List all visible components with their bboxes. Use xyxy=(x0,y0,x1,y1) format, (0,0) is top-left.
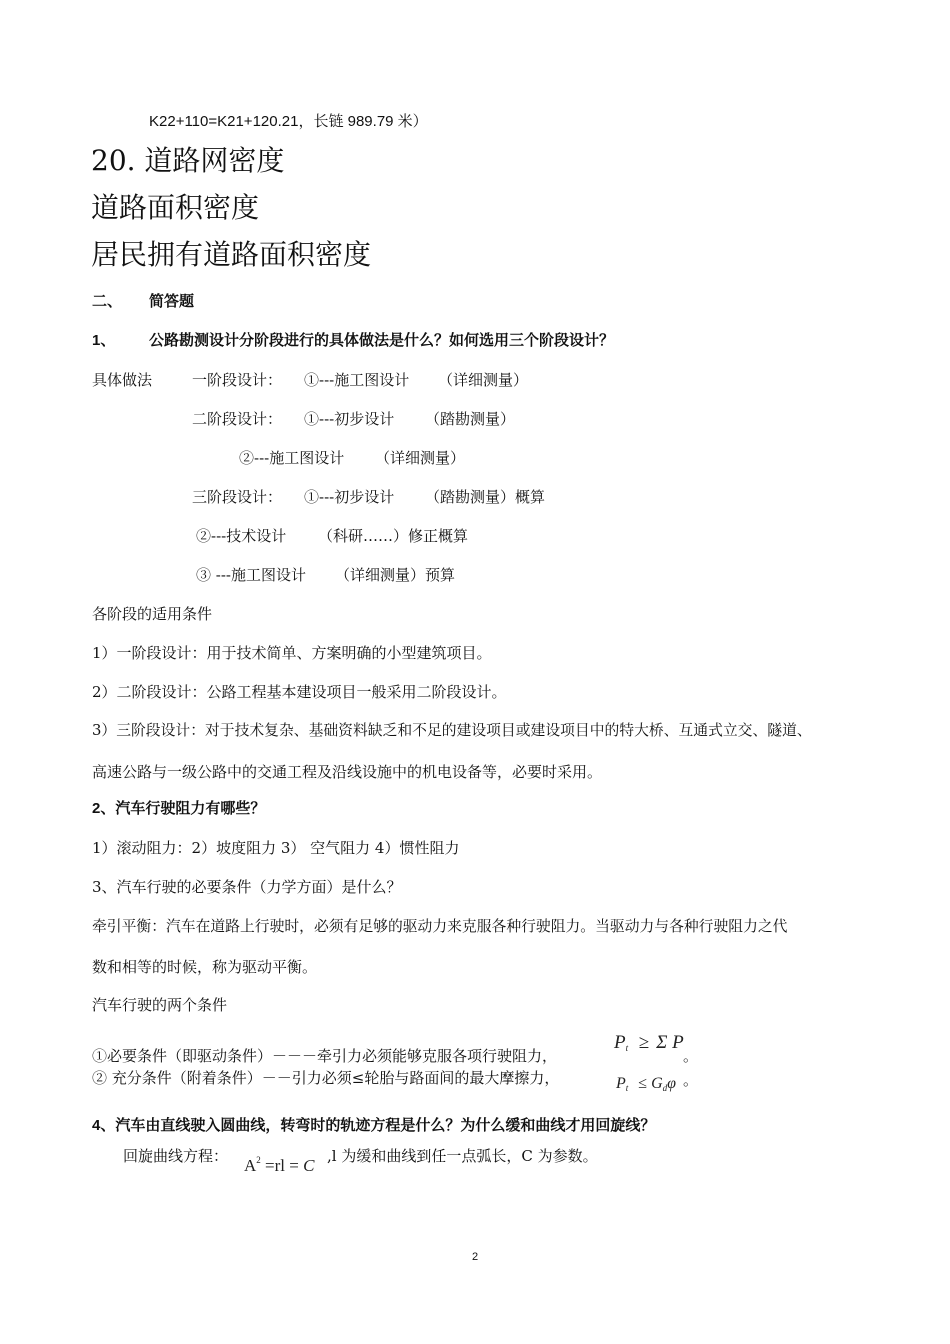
stage-2-label: 二阶段设计： xyxy=(192,410,283,428)
heading-road-network-density: 20. 道路网密度 xyxy=(91,144,285,177)
condition-2: 2）二阶段设计：公路工程基本建设项目一般采用二阶段设计。 xyxy=(92,683,507,701)
condition-3-line-2: 高速公路与一级公路中的交通工程及沿线设施中的机电设备等，必要时采用。 xyxy=(92,763,603,781)
spiral-equation-label: 回旋曲线方程： xyxy=(123,1147,229,1165)
conditions-title: 各阶段的适用条件 xyxy=(92,605,213,623)
stage-2-step-1-note: （踏勘测量） xyxy=(425,410,516,428)
formula-traction-ge-resistance: $P_t \ge \Sigma$ P xyxy=(614,1032,684,1053)
stage-3-step-3-note: （详细测量）预算 xyxy=(335,566,456,584)
necessary-condition-end: 。 xyxy=(683,1047,699,1065)
stage-1-label: 一阶段设计： xyxy=(192,371,283,389)
question-3: 3、汽车行驶的必要条件（力学方面）是什么？ xyxy=(92,878,402,896)
heading-road-area-density: 道路面积密度 xyxy=(91,191,260,224)
stage-2-step-2-note: （详细测量） xyxy=(375,449,466,467)
condition-1: 1）一阶段设计：用于技术简单、方案明确的小型建筑项目。 xyxy=(92,644,492,662)
question-1-text: 公路勘测设计分阶段进行的具体做法是什么？如何选用三个阶段设计？ xyxy=(149,332,615,349)
condition-3-line-1: 3）三阶段设计：对于技术复杂、基础资料缺乏和不足的建设项目或建设项目中的特大桥、互通式立交、隧道、 xyxy=(92,722,812,739)
question-2: 2、汽车行驶阻力有哪些？ xyxy=(92,800,266,817)
stage-3-step-2: ②---技术设计 xyxy=(196,527,287,545)
answer-3-line-1: 牵引平衡：汽车在道路上行驶时，必须有足够的驱动力来克服各种行驶阻力。当驱动力与各种行驶阻力之代 xyxy=(92,918,788,935)
stage-1-step-1-note: （详细测量） xyxy=(438,371,529,389)
two-conditions-title: 汽车行驶的两个条件 xyxy=(92,996,228,1014)
stage-1-step-1: ①---施工图设计 xyxy=(304,371,410,389)
section-2-number: 二、 xyxy=(92,293,123,310)
stage-3-step-1-note: （踏勘测量）概算 xyxy=(425,488,546,506)
stage-3-step-1: ①---初步设计 xyxy=(304,488,395,506)
method-label: 具体做法 xyxy=(92,371,153,389)
stage-3-label: 三阶段设计： xyxy=(192,488,283,506)
sufficient-condition-end: 。 xyxy=(683,1071,699,1089)
chain-note: K22+110=K21+120.21，长链 989.79 米） xyxy=(149,113,428,130)
answer-3-line-2: 数和相等的时候，称为驱动平衡。 xyxy=(92,958,318,976)
sufficient-condition: ② 充分条件（附着条件）－－引力必须≤轮胎与路面间的最大摩擦力， xyxy=(92,1069,560,1087)
formula-traction-le-adhesion: $P_t \le G_d\varphi$ xyxy=(616,1075,676,1093)
section-2-title: 简答题 xyxy=(149,293,195,310)
heading-resident-road-area-density: 居民拥有道路面积密度 xyxy=(91,238,372,271)
formula-clothoid: $A^2 =rl = C$ xyxy=(244,1155,315,1175)
stage-2-step-2: ②---施工图设计 xyxy=(239,449,345,467)
question-1-number: 1、 xyxy=(92,332,116,349)
spiral-equation-description: ,l 为缓和曲线到任一点弧长，C 为参数。 xyxy=(327,1147,598,1165)
answer-2: 1）滚动阻力：2）坡度阻力 3） 空气阻力 4）惯性阻力 xyxy=(92,839,460,857)
necessary-condition: ①必要条件（即驱动条件）－－－牵引力必须能够克服各项行驶阻力， xyxy=(92,1047,558,1065)
stage-3-step-3: ③ ---施工图设计 xyxy=(196,566,306,584)
question-4: 4、汽车由直线驶入圆曲线，转弯时的轨迹方程是什么？为什么缓和曲线才用回旋线？ xyxy=(92,1117,656,1134)
stage-2-step-1: ①---初步设计 xyxy=(304,410,395,428)
page-number: 2 xyxy=(471,1251,479,1263)
stage-3-step-2-note: （科研……）修正概算 xyxy=(318,527,469,545)
